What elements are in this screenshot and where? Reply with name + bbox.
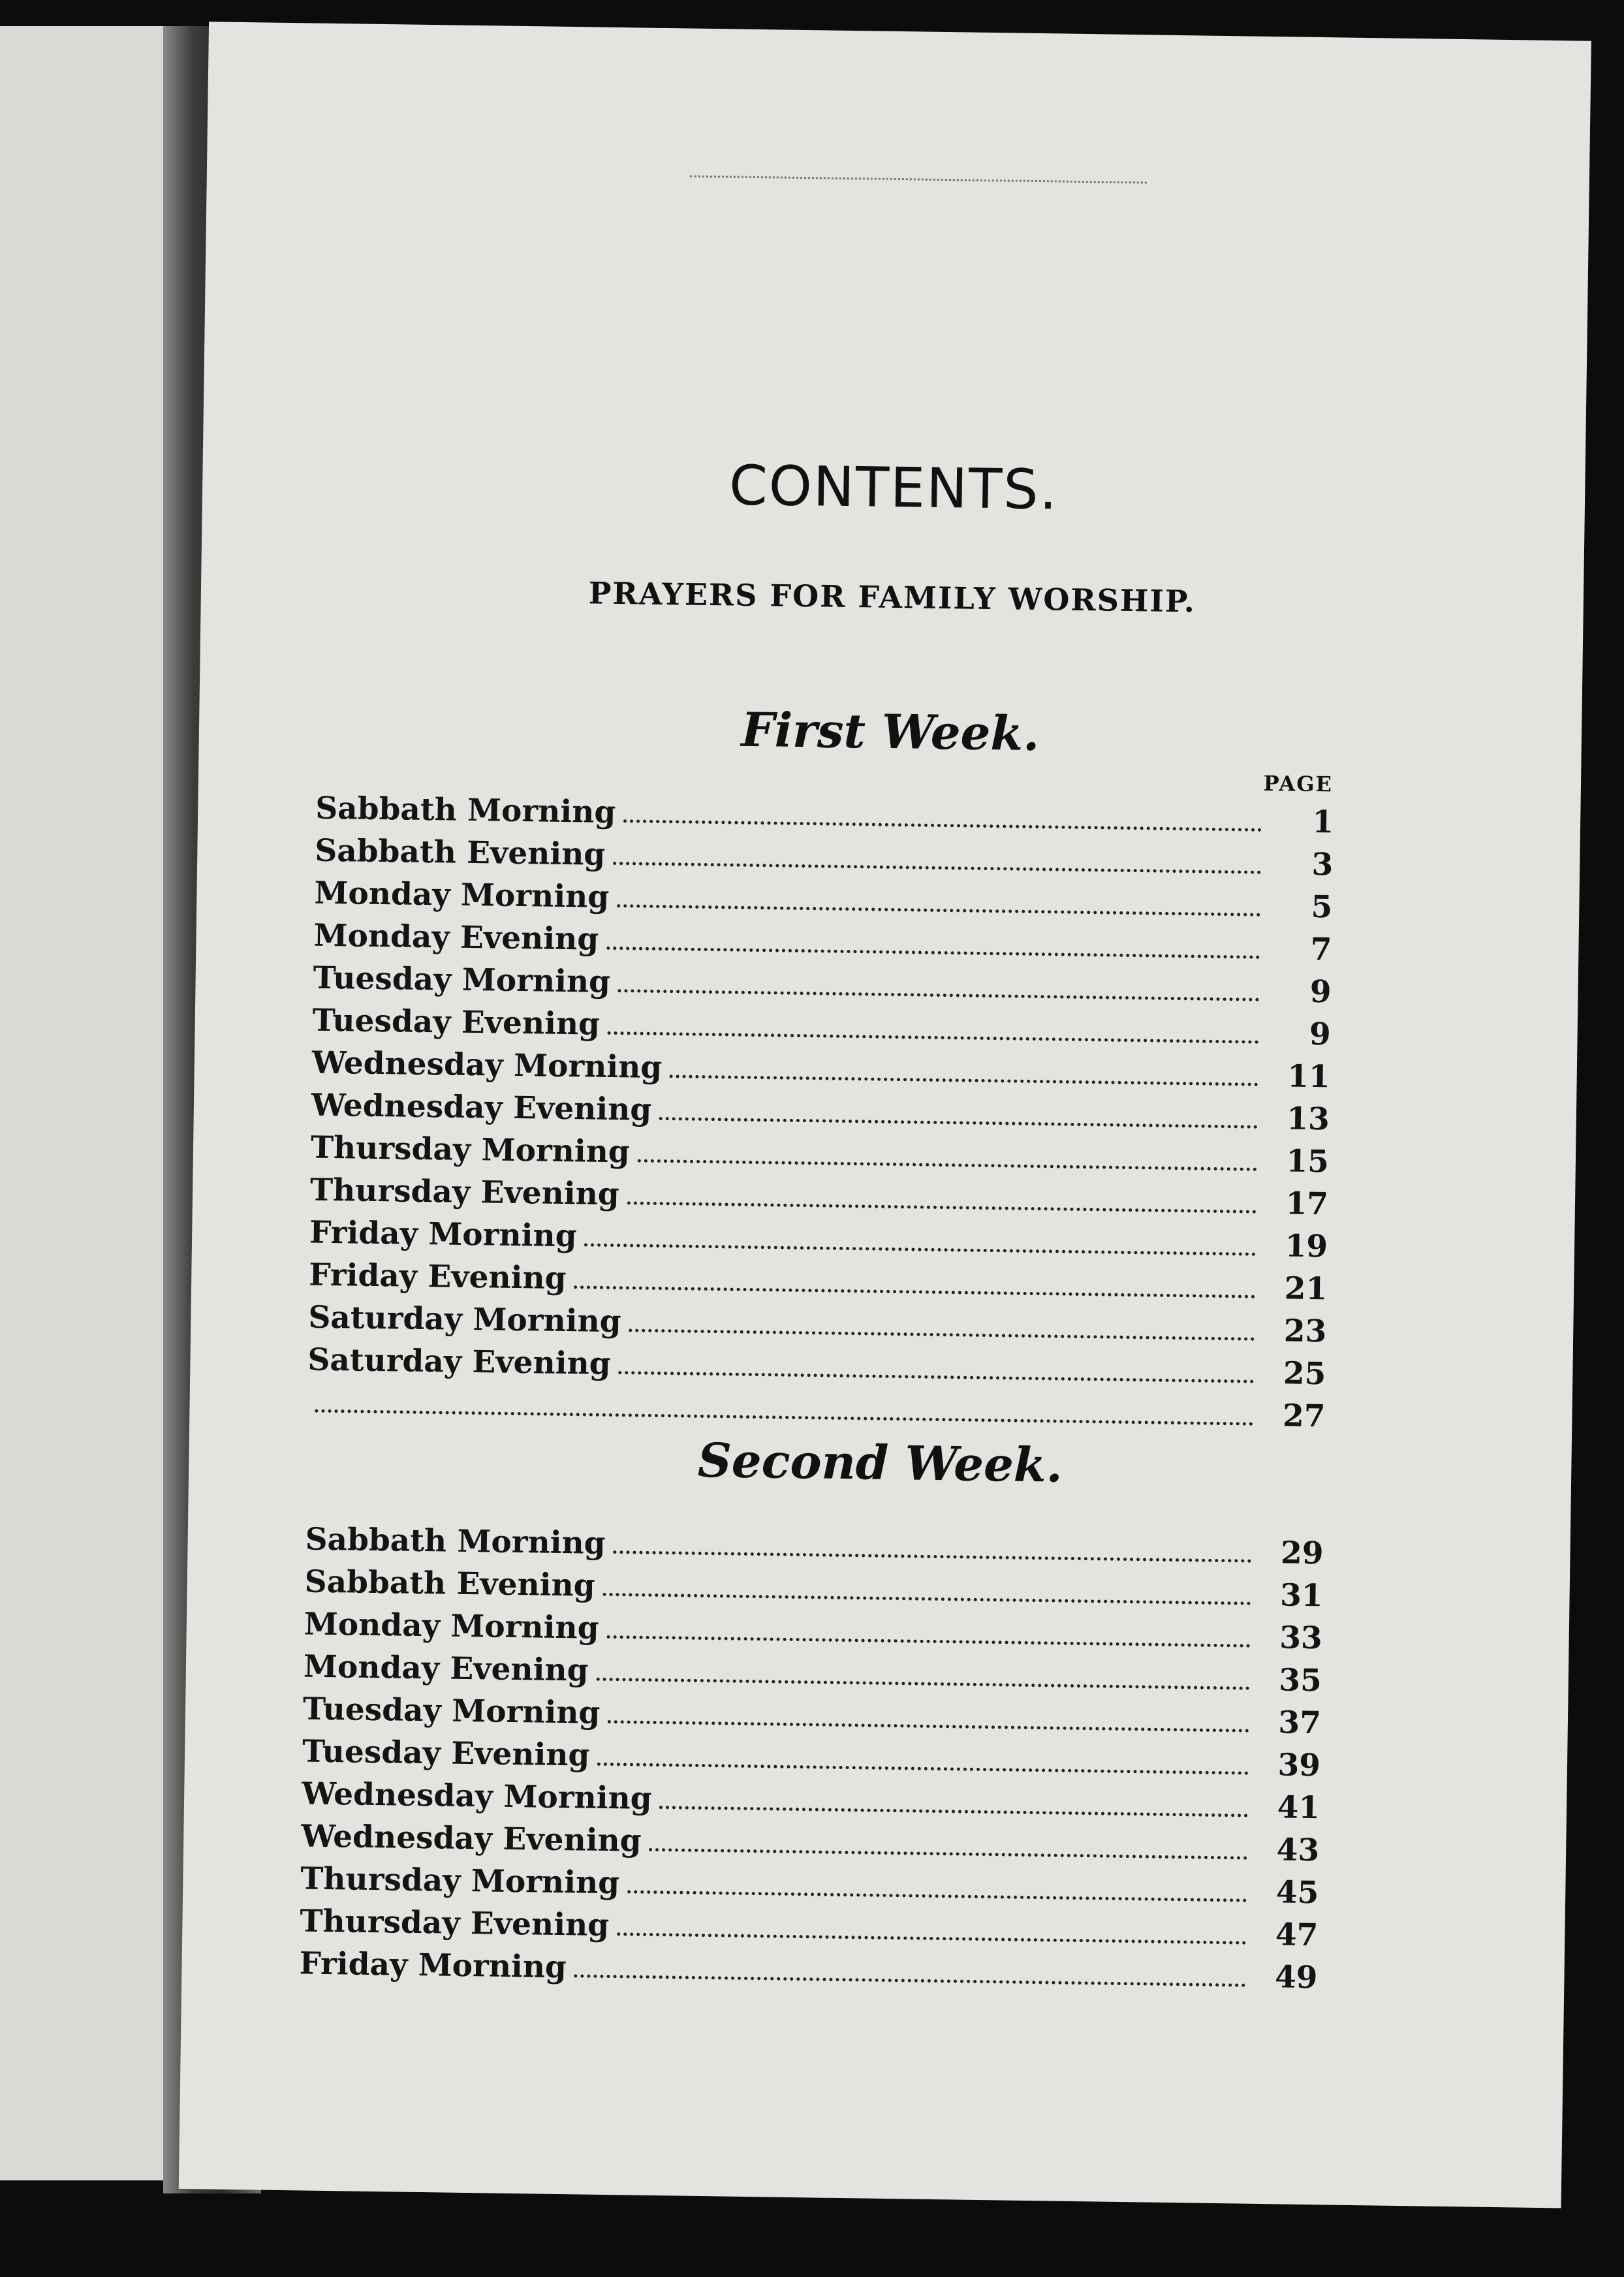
first-week-entries: [307, 791, 1334, 1441]
toc-entry[interactable]: Wednesday Morning 41: [301, 1776, 1320, 1827]
toc-entry[interactable]: Thursday Evening 47: [300, 1903, 1319, 1954]
toc-entry[interactable]: Thursday Morning 15: [310, 1129, 1330, 1180]
toc-entry[interactable]: Friday Morning 49: [299, 1945, 1318, 1996]
toc-entry[interactable]: Friday Evening 21: [308, 1257, 1328, 1308]
page-title: CONTENTS.: [728, 453, 1059, 522]
toc-entry[interactable]: Wednesday Evening 13: [311, 1087, 1330, 1138]
second-week-entries: [299, 1522, 1324, 2003]
toc-entry[interactable]: Wednesday Morning 11: [311, 1044, 1331, 1095]
toc-entry[interactable]: Sabbath Evening 31: [304, 1563, 1323, 1614]
toc-entry[interactable]: Thursday Morning 45: [300, 1861, 1319, 1911]
toc-entry[interactable]: Saturday Morning 23: [308, 1299, 1327, 1350]
toc-entry[interactable]: Sabbath Morning 1: [315, 790, 1334, 841]
toc-entry[interactable]: 27: [307, 1385, 1326, 1441]
page-subtitle: PRAYERS FOR FAMILY WORSHIP.: [588, 575, 1196, 620]
toc-entry[interactable]: Sabbath Evening 3: [315, 832, 1334, 883]
toc-entry[interactable]: Monday Evening 7: [313, 917, 1332, 968]
toc-entry[interactable]: Friday Morning 19: [309, 1214, 1328, 1265]
toc-entry[interactable]: Tuesday Morning 37: [302, 1691, 1322, 1742]
toc-entry[interactable]: Thursday Evening 17: [309, 1172, 1329, 1223]
toc-entry[interactable]: Tuesday Evening 39: [302, 1733, 1321, 1784]
toc-entry[interactable]: Monday Evening 35: [303, 1648, 1322, 1699]
print-smudge: [690, 176, 1147, 189]
toc-entry[interactable]: Monday Morning 5: [314, 875, 1333, 926]
week-heading-first: First Week.: [741, 701, 1040, 762]
toc-entry[interactable]: Tuesday Morning 9: [313, 960, 1332, 1011]
toc-entry[interactable]: Saturday Evening 25: [307, 1342, 1326, 1392]
toc-entry[interactable]: Sabbath Morning 29: [305, 1521, 1324, 1572]
page-column-label: PAGE: [1263, 770, 1334, 797]
contents-page: [179, 22, 1591, 2208]
week-heading-second: Second Week.: [697, 1432, 1063, 1493]
toc-entry[interactable]: Tuesday Evening 9: [312, 1002, 1331, 1053]
toc-entry[interactable]: Monday Morning 33: [304, 1606, 1323, 1657]
toc-entry[interactable]: Wednesday Evening 43: [300, 1818, 1320, 1869]
